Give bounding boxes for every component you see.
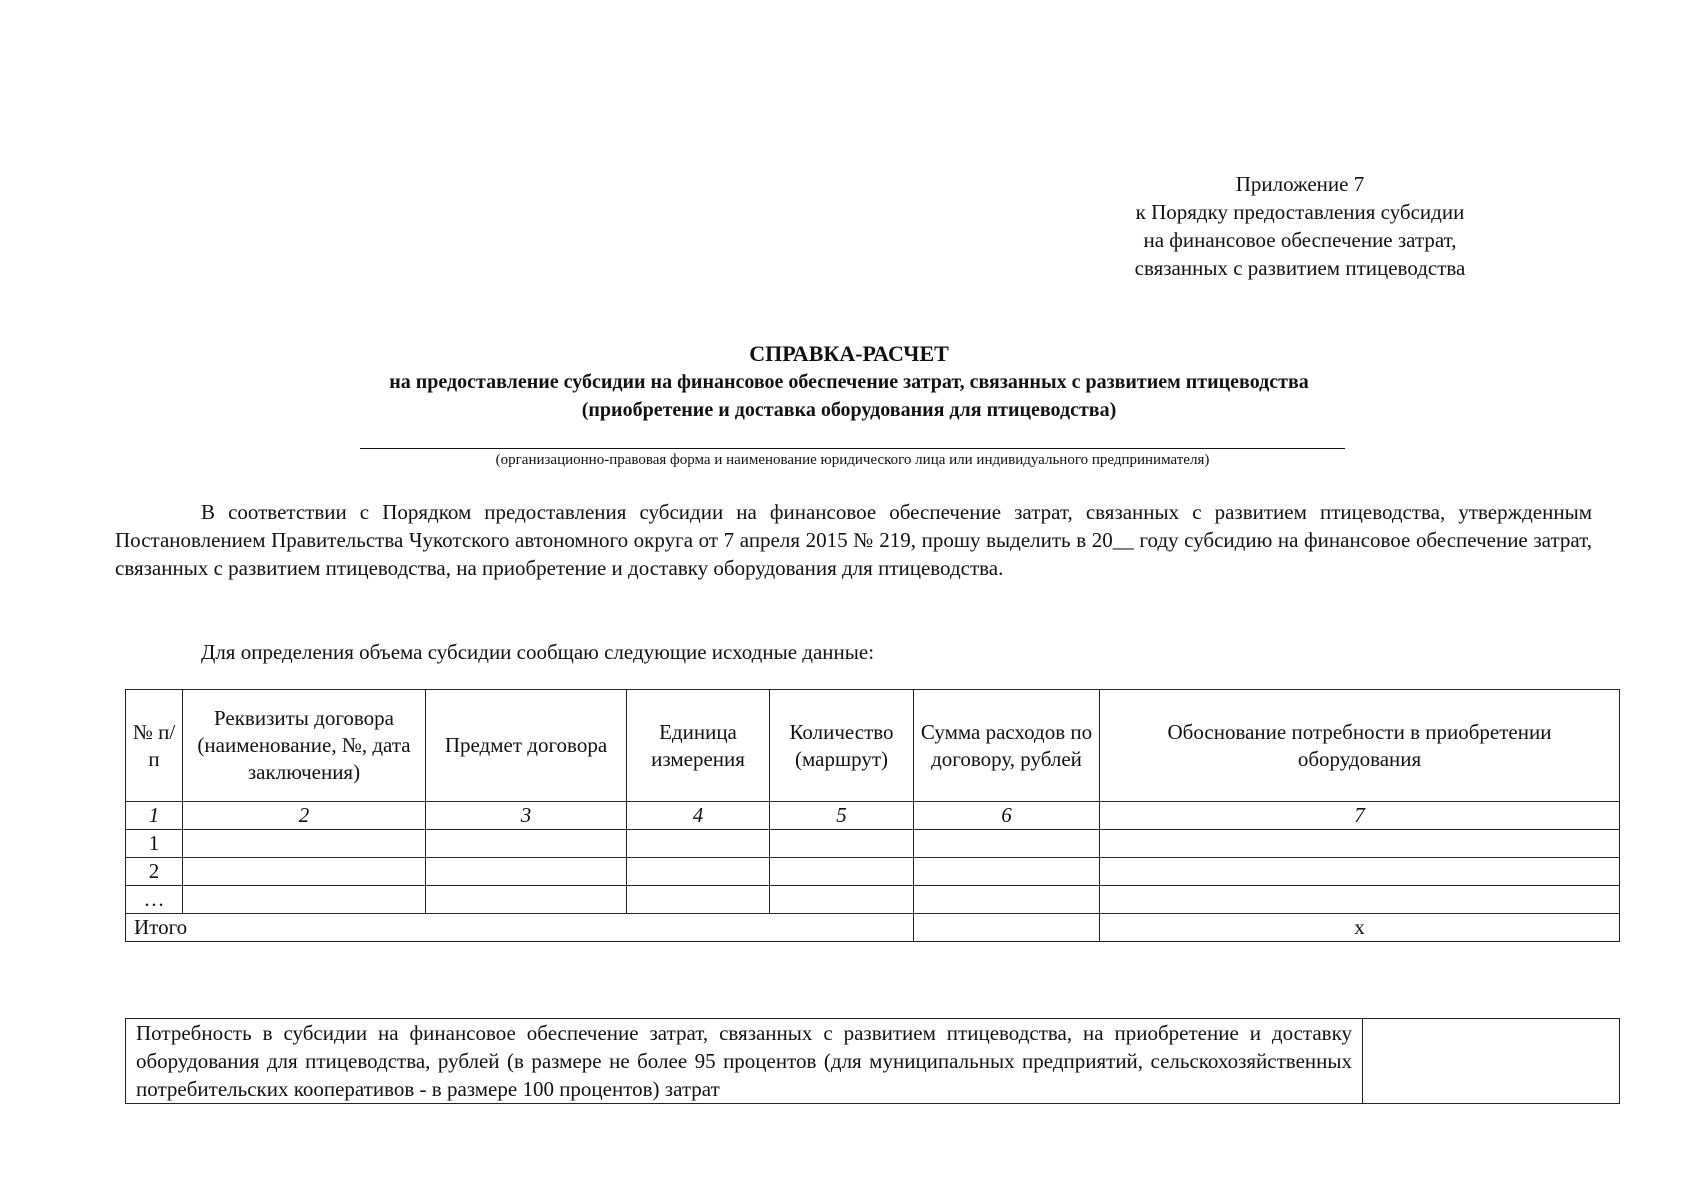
header-cell: Реквизиты договора (наименование, №, дата заключения) bbox=[183, 690, 426, 802]
table-cell[interactable] bbox=[183, 886, 426, 914]
table-cell[interactable] bbox=[426, 858, 627, 886]
header-cell: Количество (маршрут) bbox=[770, 690, 914, 802]
total-row bbox=[126, 914, 1620, 942]
row-number: 1 bbox=[126, 830, 183, 858]
column-number: 1 bbox=[126, 802, 183, 830]
organization-name-line[interactable] bbox=[360, 448, 1345, 449]
appendix-line: к Порядку предоставления субсидии bbox=[1135, 200, 1465, 224]
table-cell[interactable] bbox=[183, 830, 426, 858]
title-subtitle-2: (приобретение и доставка оборудования для птицеводства) bbox=[581, 399, 1117, 421]
data-intro-paragraph: Для определения объема субсидии сообщаю следующие исходные данные: bbox=[201, 640, 875, 664]
header-cell: Сумма расходов по договору, рублей bbox=[914, 690, 1100, 802]
request-paragraph: В соответствии с Порядком предоставления субсидии на финансовое обеспечение затрат, связанных с развитием птицеводства, утвержденным Постановлением Правительства Чукотского автономного округа от 7 апреля 2015 № 219, прошу выделить в 20__ году субсидию на финансовое обеспечение затрат, связанных с развитием птицеводства, на приобретение и доставку оборудования для птицеводства. bbox=[115, 500, 1592, 580]
header-cell: Единица измерения bbox=[627, 690, 770, 802]
document-title bbox=[0, 340, 1698, 424]
row-number: 2 bbox=[126, 858, 183, 886]
header-cell: Обоснование потребности в приобретении оборудования bbox=[1100, 690, 1620, 802]
subsidy-need-text: Потребность в субсидии на финансовое обеспечение затрат, связанных с развитием птицеводства, на приобретение и доставку оборудования для птицеводства, рублей (в размере не более 95 процентов (для муниципальных предприятий, сельскохозяйственных потребительских кооперативов - в размере 100 процентов) затрат bbox=[126, 1019, 1363, 1104]
calculation-table bbox=[125, 689, 1620, 942]
appendix-line: связанных с развитием птицеводства bbox=[1134, 256, 1466, 280]
row-number: … bbox=[126, 886, 183, 914]
column-number: 4 bbox=[627, 802, 770, 830]
column-number-row bbox=[126, 802, 1620, 830]
subsidy-need-table bbox=[125, 1018, 1620, 1104]
total-sum-cell[interactable] bbox=[914, 914, 1100, 942]
table-cell[interactable] bbox=[770, 830, 914, 858]
table-cell[interactable] bbox=[426, 830, 627, 858]
column-number: 6 bbox=[914, 802, 1100, 830]
table-cell[interactable] bbox=[914, 830, 1100, 858]
header-cell: Предмет договора bbox=[426, 690, 627, 802]
column-number: 3 bbox=[426, 802, 627, 830]
table-header-row bbox=[126, 690, 1620, 802]
table-cell[interactable] bbox=[627, 858, 770, 886]
column-number: 5 bbox=[770, 802, 914, 830]
table-cell[interactable] bbox=[426, 886, 627, 914]
table-cell[interactable] bbox=[183, 858, 426, 886]
table-cell[interactable] bbox=[914, 886, 1100, 914]
table-cell[interactable] bbox=[1100, 830, 1620, 858]
table-cell[interactable] bbox=[1100, 858, 1620, 886]
column-number: 2 bbox=[183, 802, 426, 830]
title-main: СПРАВКА-РАСЧЕТ bbox=[749, 341, 949, 366]
table-row bbox=[126, 886, 1620, 914]
table-cell[interactable] bbox=[914, 858, 1100, 886]
table-cell[interactable] bbox=[1100, 886, 1620, 914]
total-justification-cell: х bbox=[1100, 914, 1620, 942]
appendix-header bbox=[1090, 170, 1510, 282]
organization-caption: (организационно-правовая форма и наименование юридического лица или индивидуального предпринимателя) bbox=[495, 452, 1210, 468]
table-row bbox=[126, 858, 1620, 886]
header-cell: № п/п bbox=[126, 690, 183, 802]
subsidy-need-row bbox=[126, 1019, 1620, 1104]
table-cell[interactable] bbox=[770, 858, 914, 886]
subsidy-need-amount-cell[interactable] bbox=[1363, 1019, 1620, 1104]
table-cell[interactable] bbox=[770, 886, 914, 914]
appendix-line: Приложение 7 bbox=[1235, 172, 1365, 196]
appendix-line: на финансовое обеспечение затрат, bbox=[1143, 228, 1457, 252]
table-row bbox=[126, 830, 1620, 858]
column-number: 7 bbox=[1100, 802, 1620, 830]
table-cell[interactable] bbox=[627, 886, 770, 914]
title-subtitle: на предоставление субсидии на финансовое обеспечение затрат, связанных с развитием птицеводства bbox=[389, 371, 1309, 393]
table-cell[interactable] bbox=[627, 830, 770, 858]
total-label: Итого bbox=[126, 914, 914, 942]
